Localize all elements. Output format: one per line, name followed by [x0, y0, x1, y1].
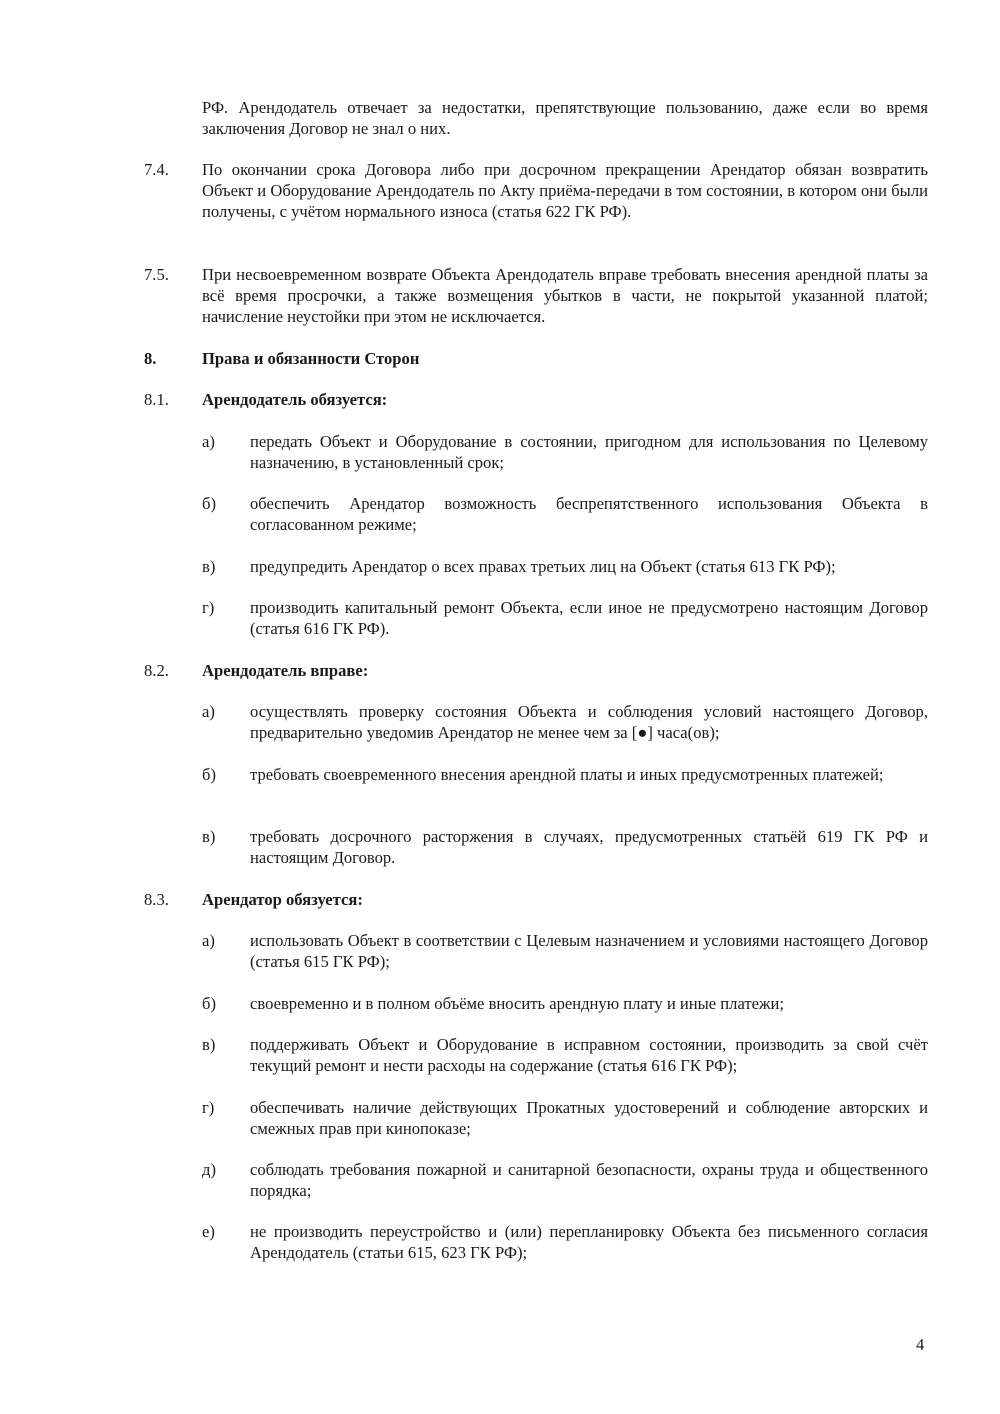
list-item: использовать Объект в соответствии с Целевым назначением и условиями настоящего Договор (статья 615 ГК РФ);: [250, 931, 928, 972]
section-8-number: 8.: [144, 349, 157, 368]
item-letter: в): [202, 827, 216, 846]
list-item: своевременно и в полном объёме вносить арендную плату и иные платежи;: [250, 994, 784, 1013]
list-item: осуществлять проверку состояния Объекта и соблюдения условий настоящего Договор, предварительно уведомив Арендатор не менее чем за [●] часа(ов);: [250, 702, 928, 743]
clause-number-8-2: 8.2.: [144, 661, 169, 680]
clause-number-7-5: 7.5.: [144, 265, 169, 284]
item-letter: а): [202, 432, 215, 451]
list-item: обеспечить Арендатор возможность беспрепятственного использования Объекта в согласованном режиме;: [250, 494, 928, 535]
clause-number-8-1: 8.1.: [144, 390, 169, 409]
list-item: соблюдать требования пожарной и санитарной безопасности, охраны труда и общественного порядка;: [250, 1160, 928, 1201]
clause-number-7-4: 7.4.: [144, 160, 169, 179]
item-letter: в): [202, 557, 216, 576]
clause-text-7-5: При несвоевременном возврате Объекта Арендодатель вправе требовать внесения арендной платы за всё время просрочки, а также возмещения убытков в части, не покрытой указанной платой; начисление неустойки при этом не исключается.: [202, 265, 928, 327]
item-letter: б): [202, 765, 216, 784]
clause-text-7-4: По окончании срока Договора либо при досрочном прекращении Арендатор обязан возвратить Объект и Оборудование Арендодатель по Акту приёма-передачи в том состоянии, в котором они были получены, с учётом нормального износа (статья 622 ГК РФ).: [202, 160, 928, 222]
item-letter: д): [202, 1160, 216, 1179]
clause-title-8-2: Арендодатель вправе:: [202, 661, 369, 680]
item-letter: б): [202, 994, 216, 1013]
list-item: производить капитальный ремонт Объекта, если иное не предусмотрено настоящим Договор (статья 616 ГК РФ).: [250, 598, 928, 639]
page-number: 4: [916, 1335, 925, 1354]
item-letter: а): [202, 702, 215, 721]
section-8-title: Права и обязанности Сторон: [202, 349, 420, 368]
item-letter: г): [202, 1098, 215, 1117]
item-letter: в): [202, 1035, 216, 1054]
item-letter: е): [202, 1222, 215, 1241]
continuation-paragraph: РФ. Арендодатель отвечает за недостатки, препятствующие пользованию, даже если во время заключения Договор не знал о них.: [202, 98, 928, 139]
list-item: передать Объект и Оборудование в состоянии, пригодном для использования по Целевому назначению, в установленный срок;: [250, 432, 928, 473]
list-item: требовать своевременного внесения арендной платы и иных предусмотренных платежей;: [250, 765, 884, 784]
item-letter: г): [202, 598, 215, 617]
item-letter: б): [202, 494, 216, 513]
clause-title-8-1: Арендодатель обязуется:: [202, 390, 388, 409]
clause-number-8-3: 8.3.: [144, 890, 169, 909]
list-item: предупредить Арендатор о всех правах третьих лиц на Объект (статья 613 ГК РФ);: [250, 557, 836, 576]
clause-title-8-3: Арендатор обязуется:: [202, 890, 363, 909]
list-item: поддерживать Объект и Оборудование в исправном состоянии, производить за свой счёт текущий ремонт и нести расходы на содержание (статья 616 ГК РФ);: [250, 1035, 928, 1076]
list-item: не производить переустройство и (или) перепланировку Объекта без письменного согласия Арендодатель (статьи 615, 623 ГК РФ);: [250, 1222, 928, 1263]
list-item: обеспечивать наличие действующих Прокатных удостоверений и соблюдение авторских и смежных прав при кинопоказе;: [250, 1098, 928, 1139]
list-item: требовать досрочного расторжения в случаях, предусмотренных статьёй 619 ГК РФ и настоящим Договор.: [250, 827, 928, 868]
item-letter: а): [202, 931, 215, 950]
